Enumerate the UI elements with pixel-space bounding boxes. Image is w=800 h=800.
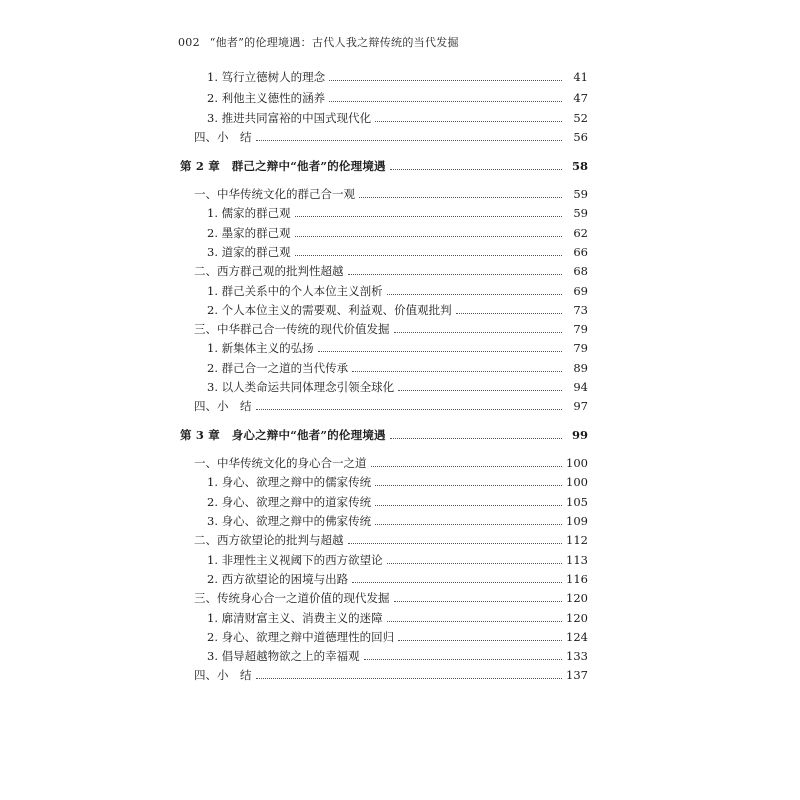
toc-entry-page: 58 — [571, 159, 588, 173]
toc-entry-title: 3. 推进共同富裕的中国式现代化 — [207, 111, 372, 125]
toc-entry-page: 79 — [573, 341, 588, 355]
toc-subsection-entry — [0, 224, 800, 242]
toc-subsection-entry — [0, 473, 800, 491]
dot-leader — [364, 659, 562, 660]
toc-section-entry — [0, 128, 800, 146]
dot-leader — [256, 409, 563, 410]
toc-entry-title: 三、中华群己合一传统的现代价值发掘 — [194, 322, 390, 336]
toc-subsection-entry — [0, 243, 800, 261]
dot-leader — [387, 621, 562, 622]
toc-entry-page: 99 — [571, 428, 588, 442]
toc-entry-page: 73 — [573, 303, 588, 317]
toc-entry-title: 2. 群己合一之道的当代传承 — [207, 361, 349, 375]
toc-subsection-entry — [0, 359, 800, 377]
dot-leader — [348, 543, 563, 544]
toc-subsection-entry — [0, 109, 800, 127]
toc-subsection-entry — [0, 339, 800, 357]
dot-leader — [387, 563, 562, 564]
toc-entry-page: 116 — [566, 572, 588, 586]
toc-entry-page: 124 — [566, 630, 588, 644]
dot-leader — [390, 438, 562, 439]
dot-leader — [318, 351, 562, 352]
toc-chapter-entry — [0, 426, 800, 444]
toc-entry-page: 113 — [566, 553, 588, 567]
toc-entry-title: 第 2 章 群己之辩中“他者”的伦理境遇 — [180, 159, 386, 173]
dot-leader — [394, 601, 563, 602]
toc-entry-title: 2. 利他主义德性的涵养 — [207, 91, 326, 105]
toc-entry-page: 137 — [566, 668, 588, 682]
dot-leader — [398, 390, 562, 391]
toc-entry-title: 四、小 结 — [194, 668, 252, 682]
toc-entry-page: 109 — [566, 514, 588, 528]
toc-entry-title: 2. 身心、欲理之辩中的道家传统 — [207, 495, 372, 509]
toc-entry-page: 79 — [573, 322, 588, 336]
toc-entry-page: 66 — [573, 245, 588, 259]
toc-entry-page: 56 — [573, 130, 588, 144]
toc-section-entry — [0, 397, 800, 415]
toc-subsection-entry — [0, 609, 800, 627]
toc-entry-title: 1. 廓清财富主义、消费主义的迷障 — [207, 611, 383, 625]
toc-chapter-entry — [0, 157, 800, 175]
toc-section-entry — [0, 262, 800, 280]
dot-leader — [394, 332, 563, 333]
toc-entry-title: 四、小 结 — [194, 130, 252, 144]
toc-entry-page: 52 — [573, 111, 588, 125]
toc-entry-title: 3. 以人类命运共同体理念引领全球化 — [207, 380, 395, 394]
toc-entry-title: 一、中华传统文化的群己合一观 — [194, 187, 355, 201]
running-header — [178, 34, 459, 50]
toc-entry-title: 1. 非理性主义视阈下的西方欲望论 — [207, 553, 383, 567]
toc-entry-page: 97 — [573, 399, 588, 413]
toc-entry-title: 3. 倡导超越物欲之上的幸福观 — [207, 649, 360, 663]
dot-leader — [359, 197, 562, 198]
dot-leader — [256, 678, 563, 679]
toc-subsection-entry — [0, 89, 800, 107]
toc-entry-page: 68 — [573, 264, 588, 278]
toc-entry-title: 1. 群己关系中的个人本位主义剖析 — [207, 284, 383, 298]
toc-entry-title: 三、传统身心合一之道价值的现代发掘 — [194, 591, 390, 605]
toc-subsection-entry — [0, 628, 800, 646]
toc-entry-title: 一、中华传统文化的身心合一之道 — [194, 456, 367, 470]
dot-leader — [375, 485, 562, 486]
dot-leader — [371, 466, 563, 467]
dot-leader — [375, 524, 562, 525]
toc-entry-page: 100 — [566, 456, 588, 470]
toc-entry-page: 59 — [573, 206, 588, 220]
dot-leader — [329, 80, 562, 81]
dot-leader — [295, 255, 562, 256]
dot-leader — [375, 505, 562, 506]
toc-subsection-entry — [0, 493, 800, 511]
dot-leader — [390, 169, 562, 170]
toc-entry-page: 105 — [566, 495, 588, 509]
toc-entry-page: 47 — [573, 91, 588, 105]
toc-entry-title: 3. 身心、欲理之辩中的佛家传统 — [207, 514, 372, 528]
header-book-title: “他者”的伦理境遇：古代人我之辩传统的当代发掘 — [209, 36, 459, 49]
toc-section-entry — [0, 589, 800, 607]
toc-section-entry — [0, 454, 800, 472]
toc-entry-page: 120 — [566, 611, 588, 625]
dot-leader — [398, 640, 562, 641]
dot-leader — [329, 101, 562, 102]
toc-entry-page: 112 — [566, 533, 588, 547]
toc-entry-title: 1. 儒家的群己观 — [207, 206, 291, 220]
toc-section-entry — [0, 666, 800, 684]
toc-entry-title: 1. 新集体主义的弘扬 — [207, 341, 314, 355]
toc-entry-title: 1. 笃行立德树人的理念 — [207, 70, 326, 84]
dot-leader — [295, 236, 562, 237]
toc-entry-title: 2. 西方欲望论的困境与出路 — [207, 572, 349, 586]
dot-leader — [352, 371, 562, 372]
dot-leader — [352, 582, 562, 583]
toc-entry-page: 94 — [573, 380, 588, 394]
toc-entry-page: 120 — [566, 591, 588, 605]
toc-entry-title: 2. 个人本位主义的需要观、利益观、价值观批判 — [207, 303, 452, 317]
toc-subsection-entry — [0, 512, 800, 530]
toc-entry-page: 89 — [573, 361, 588, 375]
toc-subsection-entry — [0, 204, 800, 222]
header-page-number: 002 — [178, 36, 200, 49]
toc-entry-title: 第 3 章 身心之辩中“他者”的伦理境遇 — [180, 428, 386, 442]
toc-entry-title: 二、西方群己观的批判性超越 — [194, 264, 344, 278]
toc-entry-page: 59 — [573, 187, 588, 201]
dot-leader — [387, 294, 562, 295]
dot-leader — [348, 274, 563, 275]
dot-leader — [456, 313, 562, 314]
toc-subsection-entry — [0, 378, 800, 396]
toc-section-entry — [0, 185, 800, 203]
dot-leader — [256, 140, 563, 141]
toc-entry-page: 100 — [566, 475, 588, 489]
toc-entry-page: 69 — [573, 284, 588, 298]
toc-subsection-entry — [0, 647, 800, 665]
toc-entry-title: 二、西方欲望论的批判与超越 — [194, 533, 344, 547]
toc-section-entry — [0, 531, 800, 549]
toc-entry-page: 62 — [573, 226, 588, 240]
toc-subsection-entry — [0, 282, 800, 300]
toc-subsection-entry — [0, 301, 800, 319]
toc-subsection-entry — [0, 570, 800, 588]
toc-entry-title: 3. 道家的群己观 — [207, 245, 291, 259]
toc-entry-title: 1. 身心、欲理之辩中的儒家传统 — [207, 475, 372, 489]
toc-subsection-entry — [0, 551, 800, 569]
dot-leader — [375, 121, 562, 122]
toc-entry-title: 四、小 结 — [194, 399, 252, 413]
toc-entry-page: 41 — [573, 70, 588, 84]
dot-leader — [295, 216, 562, 217]
toc-entry-page: 133 — [566, 649, 588, 663]
toc-entry-title: 2. 身心、欲理之辩中道德理性的回归 — [207, 630, 395, 644]
toc-section-entry — [0, 320, 800, 338]
toc-entry-title: 2. 墨家的群己观 — [207, 226, 291, 240]
toc-subsection-entry — [0, 68, 800, 86]
